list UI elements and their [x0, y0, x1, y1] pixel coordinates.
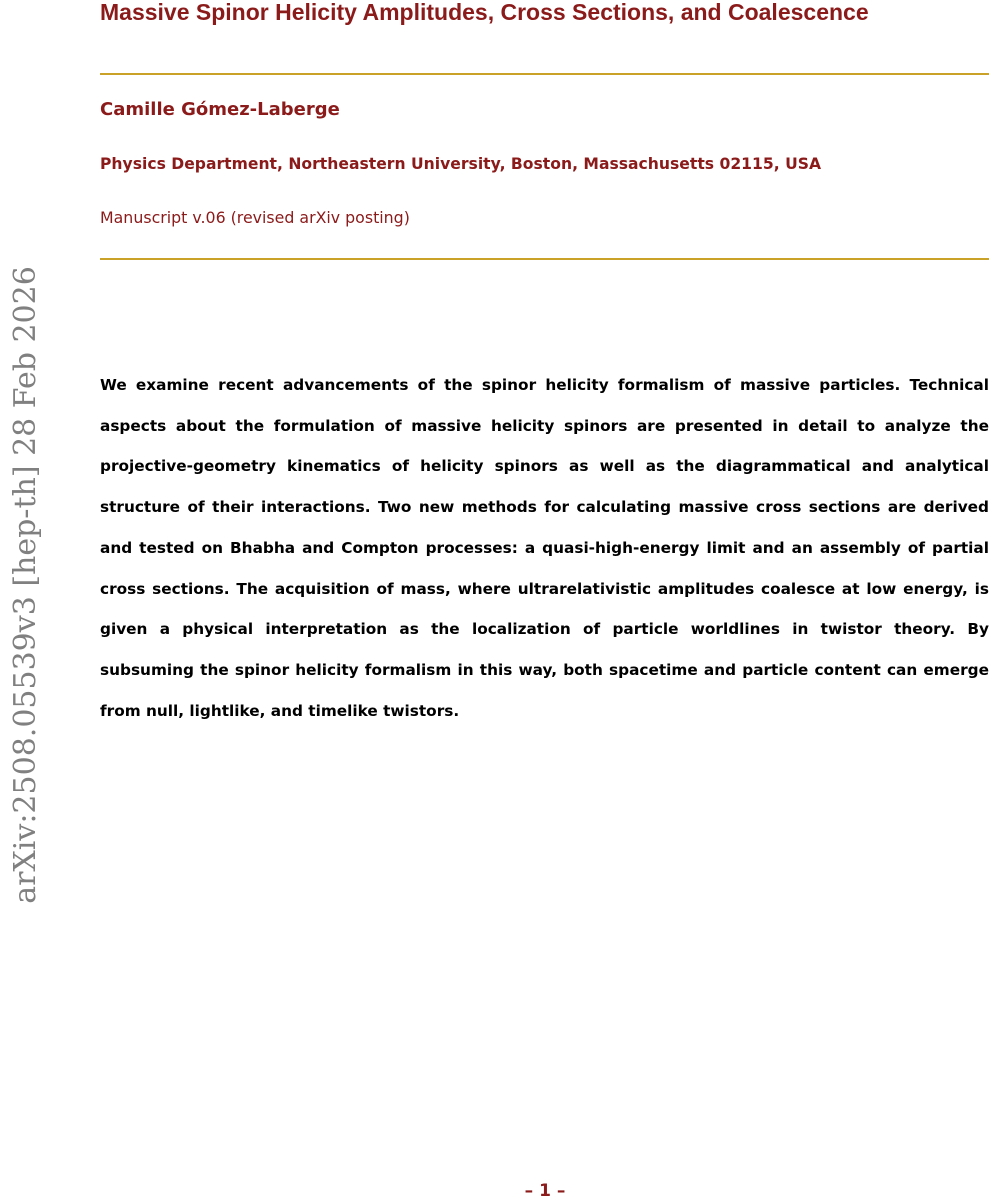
header-divider — [100, 258, 989, 260]
paper-title: Massive Spinor Helicity Amplitudes, Cross Sections, and Coalescence — [100, 0, 869, 25]
page-number: – 1 – — [524, 1181, 566, 1201]
arxiv-identifier: arXiv:2508.05539v3 [hep-th] 28 Feb 2026 — [8, 266, 43, 904]
abstract: We examine recent advancements of the spinor helicity formalism of massive particles. Technical aspects about the formulation of massive helicity spinors are presented in detail to analyze the projective-geometry kinematics of helicity spinors as well as the diagrammatical and analytical structure of their interactions. Two new methods for calculating massive cross sections are derived and tested on Bhabha and Compton processes: a quasi-high-energy limit and an assembly of partial cross sections. The acquisition of mass, where ultrarelativistic amplitudes coalesce at low energy, is given a physical interpretation as the localization of particle worldlines in twistor theory. By subsuming the spinor helicity formalism in this way, both spacetime and particle content can emerge from null, lightlike, and timelike twistors. — [100, 376, 989, 720]
title-divider — [100, 73, 989, 75]
author-affiliation: Physics Department, Northeastern University, Boston, Massachusetts 02115, USA — [100, 155, 822, 173]
author-name: Camille Gómez-Laberge — [100, 99, 340, 120]
manuscript-note: Manuscript v.06 (revised arXiv posting) — [100, 208, 410, 227]
